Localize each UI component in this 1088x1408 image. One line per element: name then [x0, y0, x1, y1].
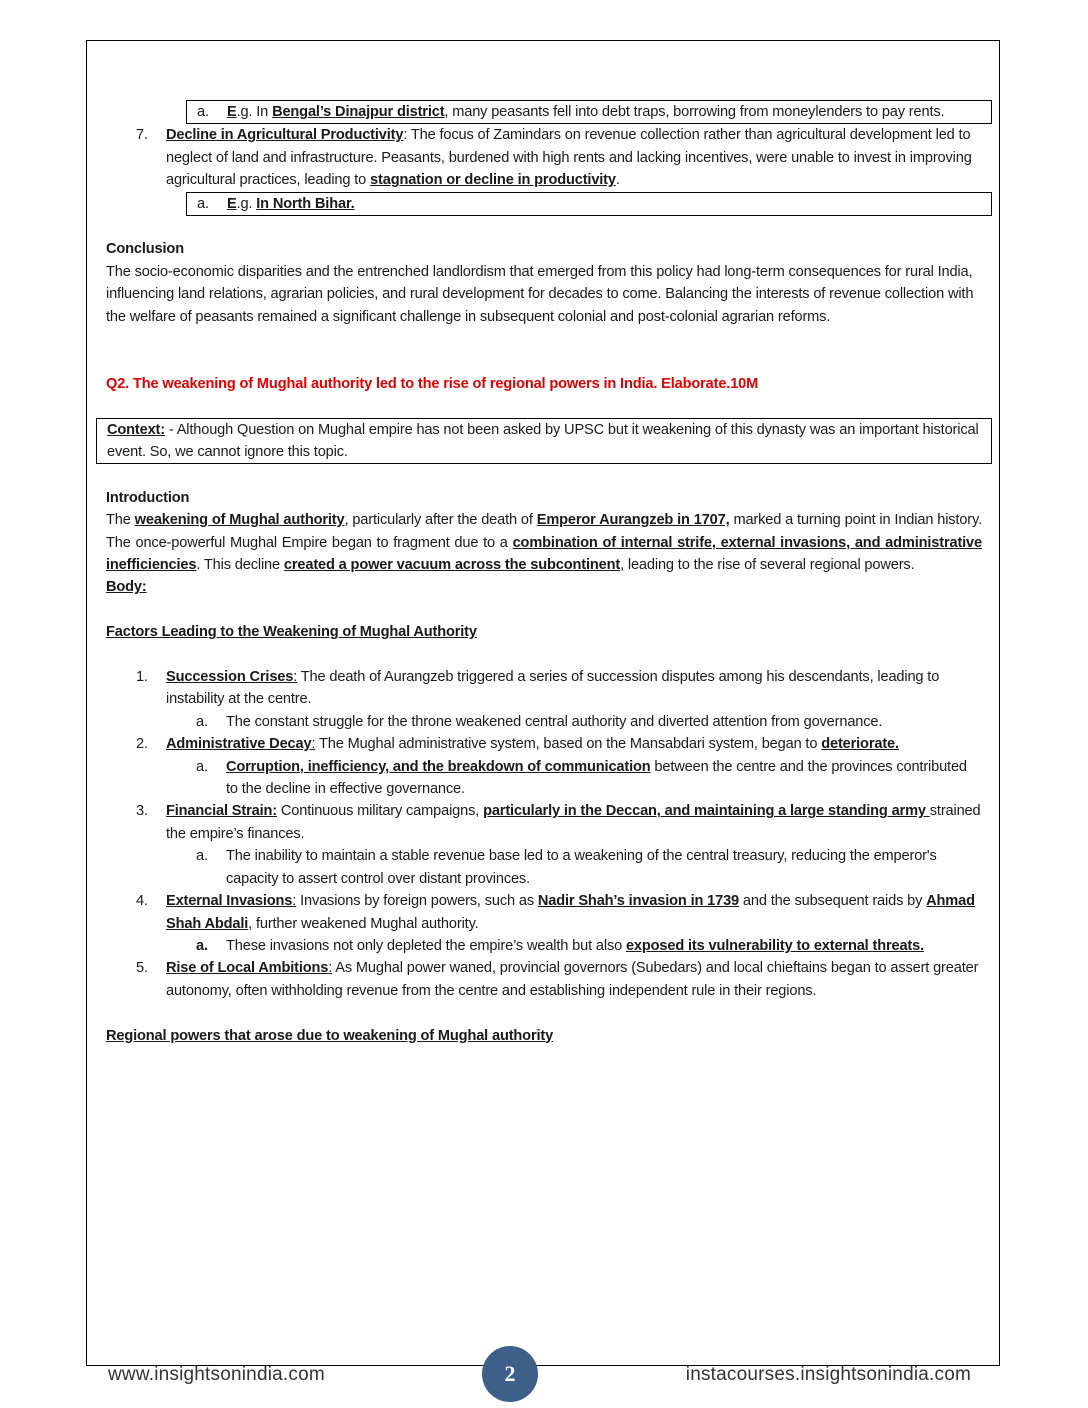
factor-item-5: 5. Rise of Local Ambitions: As Mughal power waned, provincial governors (Subedars) and local chieftains began to assert greater autonomy, often withholding revenue from the centre and establishing independent rule in their regions. [106, 957, 982, 1002]
context-box [96, 418, 992, 465]
list-number: 5. [136, 960, 148, 977]
factor-title: External Invasions [166, 893, 293, 910]
list-number: 7. [136, 127, 148, 144]
introduction-text: The weakening of Mughal authority, particularly after the death of Emperor Aurangzeb in 1707, marked a turning point in Indian history. The once-powerful Mughal Empire began to fragment due to a combination of internal strife, external invasions, and administrative inefficiencies. This decline created a power vacuum across the subcontinent, leading to the rise of several regional powers. [106, 512, 982, 574]
footer-courses-link[interactable]: instacourses.insightsonindia.com [685, 1364, 971, 1385]
context-label: Context: [107, 421, 165, 438]
sub-marker: a. [197, 195, 209, 212]
example-box-dinajpur [186, 100, 992, 124]
factor-title: Succession Crises [166, 669, 294, 686]
factor-sub-item: a. The constant struggle for the throne weakened central authority and diverted attention from governance. [196, 713, 883, 730]
conclusion-heading: Conclusion [106, 241, 184, 258]
sub-marker: a. [197, 104, 209, 120]
question-title: Q2. The weakening of Mughal authority led to the rise of regional powers in India. Elaborate.10M [106, 375, 759, 392]
factors-heading: Factors Leading to the Weakening of Mughal Authority [106, 624, 477, 641]
page-number-badge: 2 [482, 1346, 538, 1402]
factor-item-1: 1. Succession Crises: The death of Aurangzeb triggered a series of succession disputes among his descendants, leading to instability at the centre. [106, 666, 982, 711]
introduction-heading: Introduction [106, 489, 190, 506]
factor-item-3: 3. Financial Strain: Continuous military campaigns, particularly in the Deccan, and maintaining a large standing army strained the empire’s finances. [106, 800, 982, 845]
factor-sub-item: a. The inability to maintain a stable revenue base led to a weakening of the central treasury, reducing the emperor's capacity to assert control over distant provinces. [196, 848, 937, 887]
list-item-title: Decline in Agricultural Productivity [166, 127, 404, 144]
regional-powers-heading: Regional powers that arose due to weakening of Mughal authority [106, 1027, 554, 1044]
conclusion-text: The socio-economic disparities and the entrenched landlordism that emerged from this policy had long-term consequences for rural India, influencing land relations, agrarian policies, and rural development for decades to come. Balancing the interests of revenue collection with the welfare of peasants remained a significant challenge in subsequent colonial and post-colonial agrarian reforms. [106, 263, 974, 325]
factor-item-4: 4. External Invasions: Invasions by foreign powers, such as Nadir Shah’s invasion in 1739 and the subsequent raids by Ahmad Shah Abdali, further weakened Mughal authority. [106, 890, 982, 935]
list-number: 3. [136, 803, 148, 820]
factor-title: Financial Strain: [166, 803, 277, 820]
sub-item: a. E.g. In North Bihar. [187, 193, 985, 215]
list-number: 4. [136, 893, 148, 910]
factor-title: Administrative Decay [166, 736, 312, 753]
body-label: Body: [106, 579, 147, 596]
list-item-7: 7. Decline in Agricultural Productivity: The focus of Zamindars on revenue collection rather than agricultural development led to neglect of land and infrastructure. Peasants, burdened with high rents and lacking incentives, were unable to invest in improving agricultural practices, leading to stagnation or decline in productivity. [106, 124, 982, 191]
list-number: 1. [136, 669, 148, 686]
list-number: 2. [136, 736, 148, 753]
sub-item: a. E.g. In Bengal’s Dinajpur district, many peasants fell into debt traps, borrowing from moneylenders to pay rents. [187, 101, 985, 123]
factor-title: Rise of Local Ambitions [166, 960, 329, 977]
factor-item-2: 2. Administrative Decay: The Mughal administrative system, based on the Mansabdari system, began to deteriorate. [106, 733, 982, 755]
context-text: - Although Question on Mughal empire has not been asked by UPSC but it weakening of this dynasty was an important historical event. So, we cannot ignore this topic. [107, 421, 979, 461]
factor-sub-item: a. Corruption, inefficiency, and the breakdown of communication between the centre and the provinces contributed to the decline in effective governance. [196, 758, 967, 798]
factor-sub-item: a. These invasions not only depleted the empire’s wealth but also exposed its vulnerability to external threats. [196, 937, 925, 954]
page-content [106, 100, 982, 1047]
bold-phrase: Bengal’s Dinajpur district [272, 104, 445, 120]
footer-website-link[interactable]: www.insightsonindia.com [108, 1364, 325, 1385]
example-box-north-bihar [186, 192, 992, 216]
